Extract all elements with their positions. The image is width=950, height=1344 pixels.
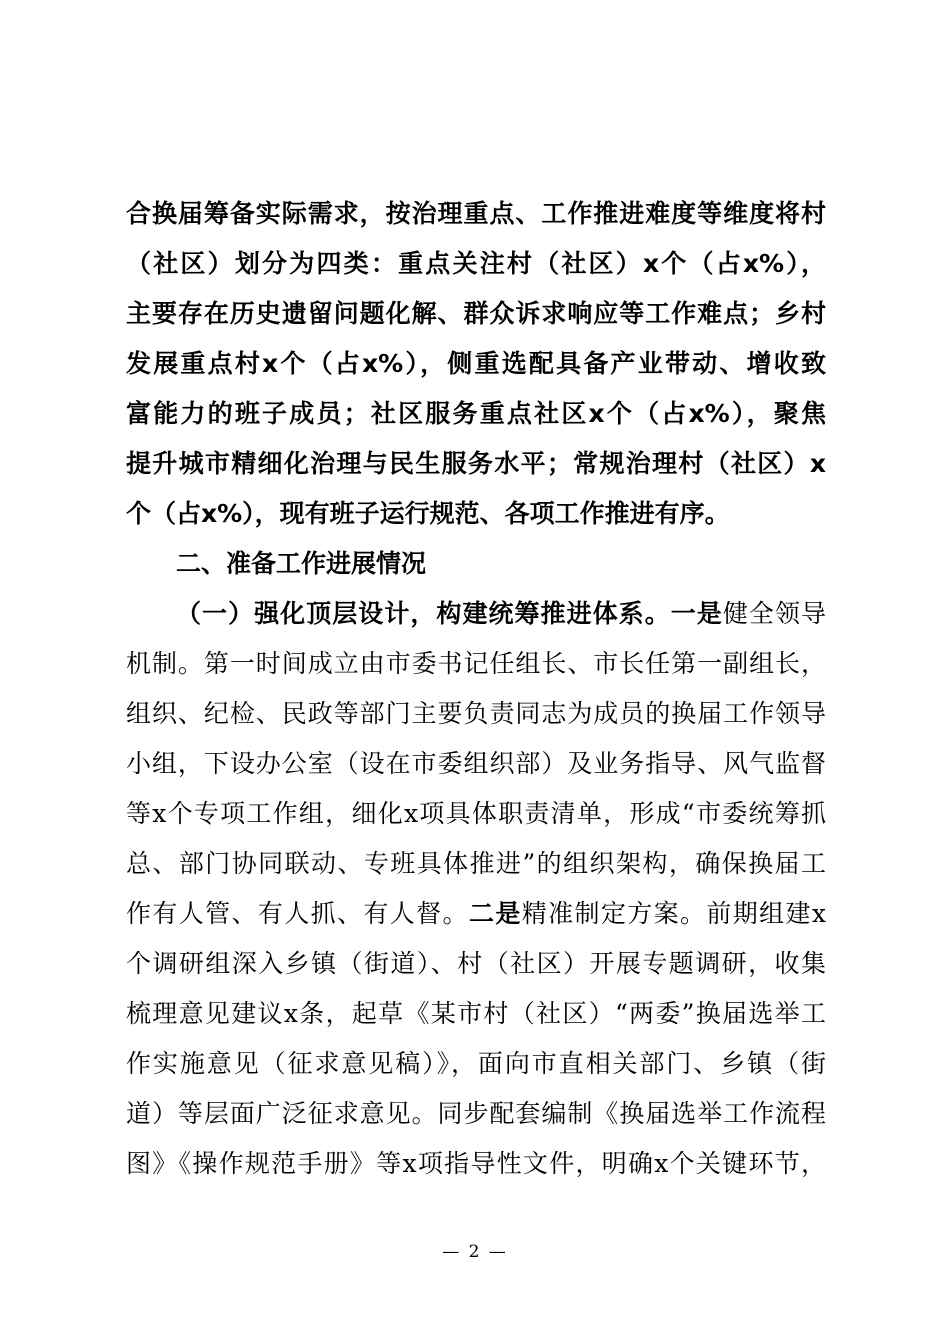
body-line-8: 梳理意见建议x条，起草《某市村（社区）“两委”换届选举工 <box>126 999 826 1028</box>
body-line-10: 道）等层面广泛征求意见。同步配套编制《换届选举工作流程 <box>126 1099 826 1128</box>
second-point-label: 二是 <box>468 899 522 928</box>
body-line-6 <box>126 889 826 939</box>
body-line-9: 作实施意见（征求意见稿）》，面向市直相关部门、乡镇（街 <box>126 1049 826 1078</box>
subsection-heading: （一）强化顶层设计，构建统筹推进体系。 <box>176 599 671 628</box>
body-line-6-before: 作有人管、有人抓、有人督。 <box>126 899 469 928</box>
body-line-6-after: 精准制定方案。前期组建x <box>521 899 826 928</box>
subsection-first-line <box>176 589 826 639</box>
first-point-text: 健全领导 <box>722 599 826 628</box>
paragraph1-line-3: 主要存在历史遗留问题化解、群众诉求响应等工作难点；乡村 <box>126 299 826 328</box>
body-line-11: 图》《操作规范手册》等x项指导性文件，明确x个关键环节， <box>126 1149 826 1178</box>
paragraph1-line-5: 富能力的班子成员；社区服务重点社区x个（占x%），聚焦 <box>126 399 826 428</box>
paragraph1-line-1: 合换届筹备实际需求，按治理重点、工作推进难度等维度将村 <box>126 199 826 228</box>
paragraph1-line-4: 发展重点村x个（占x%），侧重选配具备产业带动、增收致 <box>126 349 826 378</box>
first-point-label: 一是 <box>670 599 723 628</box>
body-line-5: 总、部门协同联动、专班具体推进”的组织架构，确保换届工 <box>126 849 826 878</box>
paragraph1-line-7: 个（占x%），现有班子运行规范、各项工作推进有序。 <box>126 499 730 528</box>
paragraph1-line-2: （社区）划分为四类：重点关注村（社区）x个（占x%）， <box>126 249 826 278</box>
body-line-4: 等x个专项工作组，细化x项具体职责清单，形成“市委统筹抓 <box>126 799 826 828</box>
section-heading: 二、准备工作进展情况 <box>176 549 427 578</box>
body-line-1: 机制。第一时间成立由市委书记任组长、市长任第一副组长， <box>126 649 826 678</box>
body-line-7: 个调研组深入乡镇（街道）、村（社区）开展专题调研，收集 <box>126 949 826 978</box>
body-line-2: 组织、纪检、民政等部门主要负责同志为成员的换届工作领导 <box>126 699 826 728</box>
paragraph1-line-6: 提升城市精细化治理与民生服务水平；常规治理村（社区）x <box>126 449 826 478</box>
body-line-3: 小组，下设办公室（设在市委组织部）及业务指导、风气监督 <box>126 749 826 778</box>
page-number: — 2 — <box>442 1242 508 1262</box>
